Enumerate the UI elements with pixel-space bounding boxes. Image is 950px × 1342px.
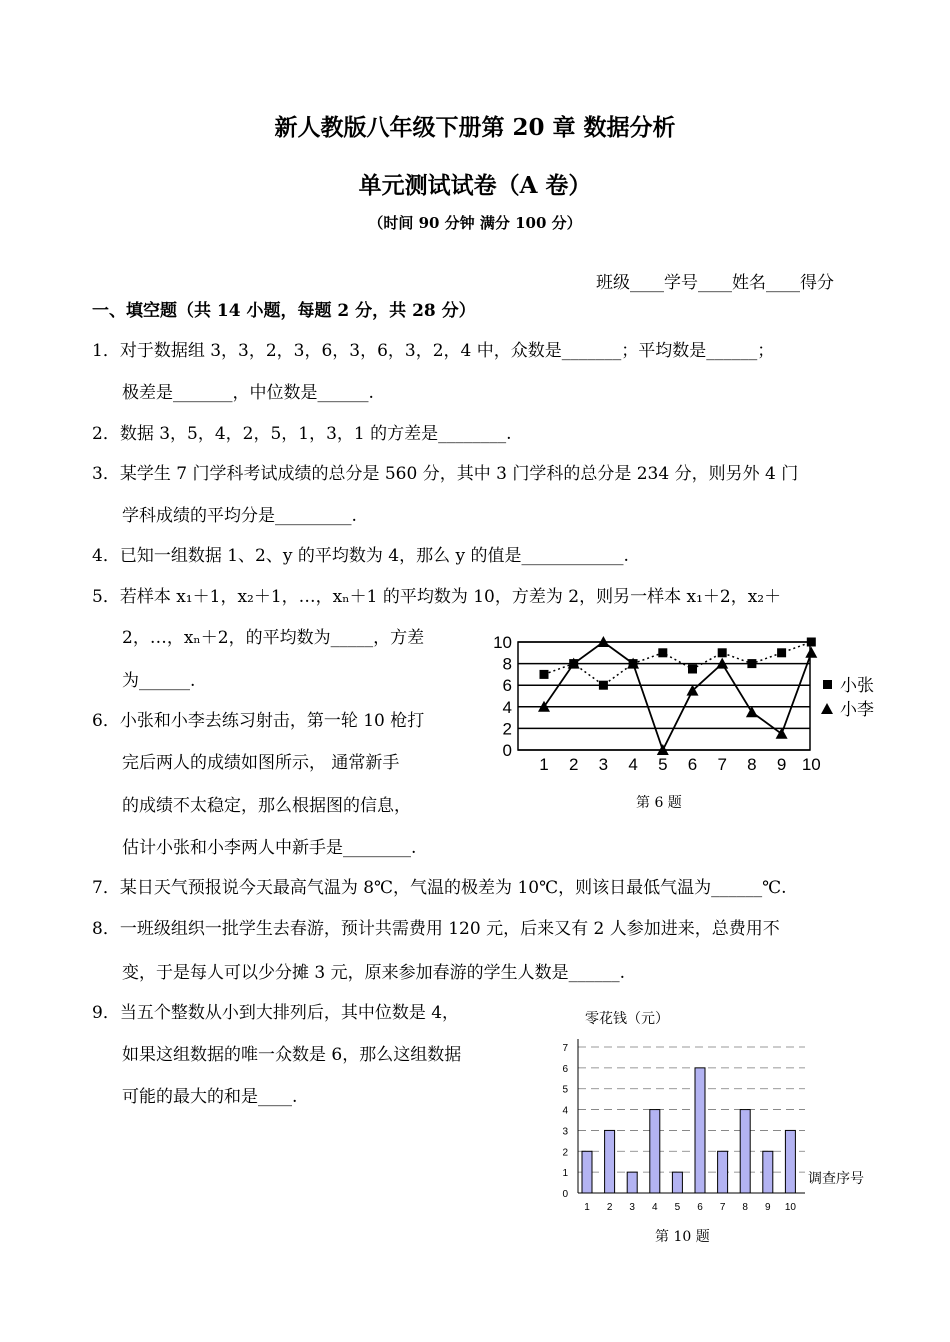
question-4: 4．已知一组数据 1、2、y 的平均数为 4，那么 y 的值是____________. <box>92 546 629 566</box>
q10-chart-caption: 第 10 题 <box>655 1229 710 1245</box>
q6-legend-label: 小李 <box>840 700 874 719</box>
q10-y-tick-label: 3 <box>562 1126 568 1138</box>
q6-point-series1 <box>599 681 608 690</box>
q6-point-series1 <box>747 659 756 668</box>
question-1-line2: 极差是_______，中位数是______. <box>122 383 374 403</box>
q10-bar <box>695 1068 705 1193</box>
q10-y-tick-label: 0 <box>562 1189 568 1200</box>
q10-x-tick-label: 5 <box>674 1202 681 1213</box>
q10-bar <box>650 1110 660 1193</box>
question-1-line1: 1．对于数据组 3，3，2，3，6，3，6，3，2，4 中，众数是_______；平均数是______； <box>92 341 775 361</box>
q6-x-tick-label: 3 <box>598 755 609 774</box>
q6-point-series1 <box>540 670 549 679</box>
q6-x-tick-label: 2 <box>568 755 579 774</box>
q10-x-tick-label: 2 <box>606 1202 613 1213</box>
question-5-line1: 5．若样本 x₁＋1，x₂＋1，…，xₙ＋1 的平均数为 10，方差为 2，则另一样本 x₁＋2，x₂＋ <box>92 587 782 607</box>
q10-bar <box>582 1151 592 1193</box>
q10-y-tick-label: 6 <box>562 1063 568 1075</box>
q6-y-tick-label: 0 <box>502 741 512 760</box>
question-5-line2: 2，…，xₙ＋2，的平均数为_____，方差 <box>122 628 425 648</box>
q10-bar <box>605 1130 615 1193</box>
q6-x-tick-label: 10 <box>801 755 821 774</box>
q10-x-tick-label: 7 <box>719 1202 726 1213</box>
question-9-line3: 可能的最大的和是____. <box>122 1087 298 1107</box>
q10-bar <box>718 1151 728 1193</box>
q10-bar <box>785 1130 795 1193</box>
q10-pocket-money-chart <box>540 1005 885 1220</box>
q6-point-series1 <box>658 648 667 657</box>
q10-y-tick-label: 7 <box>562 1043 568 1054</box>
q10-x-tick-label: 6 <box>697 1202 703 1213</box>
q6-point-series2 <box>776 728 788 739</box>
question-3-line1: 3．某学生 7 门学科考试成绩的总分是 560 分，其中 3 门学科的总分是 234 分，则另外 4 门 <box>92 464 799 484</box>
q10-bar <box>627 1172 637 1193</box>
question-7: 7．某日天气预报说今天最高气温为 8℃，气温的极差为 10℃，则该日最低气温为______℃. <box>92 878 787 898</box>
q6-x-tick-label: 9 <box>776 755 787 774</box>
q6-chart-caption: 第 6 题 <box>636 795 682 811</box>
q6-shooting-chart <box>480 630 900 780</box>
q10-y-axis-label: 零花钱（元） <box>585 1010 669 1026</box>
question-6-line2: 完后两人的成绩如图所示， 通常新手 <box>122 753 400 773</box>
q10-bar <box>763 1151 773 1193</box>
exam-meta: （时间 90 分钟 满分 100 分） <box>368 214 582 232</box>
q10-y-tick-label: 5 <box>562 1084 568 1096</box>
q10-x-tick-label: 9 <box>765 1202 771 1213</box>
q6-x-tick-label: 4 <box>628 755 638 774</box>
q6-x-tick-label: 5 <box>658 755 668 774</box>
question-8-line2: 变，于是每人可以少分摊 3 元，原来参加春游的学生人数是______. <box>122 963 626 983</box>
q10-x-tick-label: 4 <box>652 1202 658 1213</box>
question-8-line1: 8．一班级组织一批学生去春游，预计共需费用 120 元，后来又有 2 人参加进来，总费用不 <box>92 919 780 939</box>
q6-x-tick-label: 1 <box>539 755 549 774</box>
question-6-line3: 的成绩不太稳定，那么根据图的信息， <box>122 796 411 816</box>
q6-y-tick-label: 2 <box>502 719 512 739</box>
question-9-line2: 如果这组数据的唯一众数是 6，那么这组数据 <box>122 1045 462 1065</box>
q6-point-series2 <box>746 706 758 717</box>
q6-y-tick-label: 6 <box>502 676 512 696</box>
q6-x-tick-label: 8 <box>747 755 757 774</box>
q10-bar <box>672 1172 682 1193</box>
q6-point-series2 <box>805 647 817 658</box>
q10-x-tick-label: 3 <box>629 1202 635 1213</box>
q6-y-tick-label: 10 <box>493 633 512 652</box>
q6-x-tick-label: 6 <box>687 755 698 774</box>
q6-y-tick-label: 4 <box>502 697 512 717</box>
q10-x-axis-label: 调查序号 <box>808 1170 864 1186</box>
q6-series-line-2 <box>544 642 811 750</box>
question-5-line3: 为______. <box>122 671 196 691</box>
q6-legend-marker-square <box>823 680 832 689</box>
section-heading: 一、填空题（共 14 小题，每题 2 分，共 28 分） <box>92 301 476 321</box>
page-title: 新人教版八年级下册第 20 章 数据分析 <box>274 114 676 141</box>
q6-x-tick-label: 7 <box>717 755 727 774</box>
q6-legend-marker-triangle <box>821 703 833 714</box>
q10-y-tick-label: 1 <box>562 1168 568 1180</box>
q6-y-tick-label: 8 <box>502 654 512 674</box>
q10-x-tick-label: 10 <box>784 1202 796 1213</box>
question-2: 2．数据 3，5，4，2，5，1，3，1 的方差是________. <box>92 424 512 444</box>
question-3-line2: 学科成绩的平均分是_________. <box>122 506 357 526</box>
q10-bar <box>740 1110 750 1193</box>
question-9-line1: 9．当五个整数从小到大排列后，其中位数是 4， <box>92 1003 460 1023</box>
q6-point-series1 <box>777 648 786 657</box>
q10-y-tick-label: 4 <box>562 1105 568 1117</box>
q10-x-tick-label: 8 <box>742 1202 748 1213</box>
question-6-line4: 估计小张和小李两人中新手是________. <box>122 838 417 858</box>
student-info-fields: 班级____学号____姓名____得分 <box>596 273 834 293</box>
q10-y-tick-label: 2 <box>562 1147 568 1159</box>
q6-point-series1 <box>807 638 816 647</box>
q6-point-series1 <box>688 665 697 674</box>
question-6-line1: 6．小张和小李去练习射击，第一轮 10 枪打 <box>92 711 425 731</box>
page-subtitle: 单元测试试卷（A 卷） <box>358 172 592 199</box>
q6-legend-label: 小张 <box>840 676 874 695</box>
q6-point-series1 <box>718 648 727 657</box>
q10-x-tick-label: 1 <box>584 1202 590 1213</box>
